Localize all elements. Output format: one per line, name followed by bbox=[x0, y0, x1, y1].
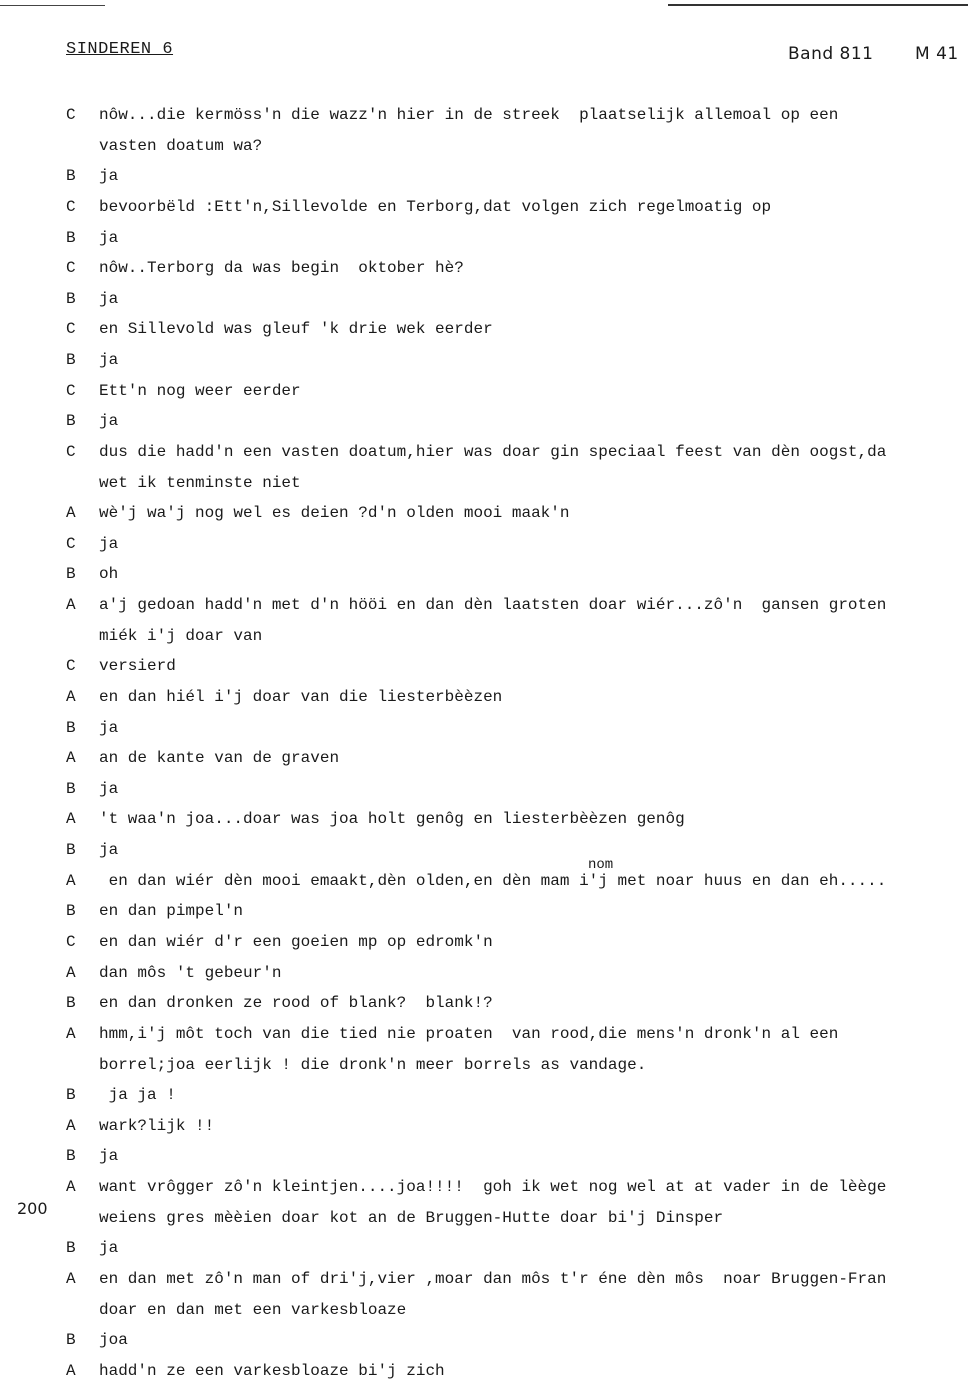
utterance-text: ja bbox=[99, 780, 119, 798]
speaker-label: A bbox=[66, 1270, 76, 1288]
transcript-line bbox=[0, 594, 973, 616]
speaker-label: B bbox=[66, 565, 76, 583]
speaker-label: C bbox=[66, 535, 76, 553]
utterance-text: a'j gedoan hadd'n met d'n hööi en dan dèn laatsten doar wiér...zô'n gansen groten bbox=[99, 596, 887, 614]
transcript-line bbox=[0, 655, 973, 677]
speaker-label: A bbox=[66, 810, 76, 828]
transcript-line bbox=[0, 839, 973, 861]
speaker-label: C bbox=[66, 198, 76, 216]
speaker-label: C bbox=[66, 443, 76, 461]
speaker-label: A bbox=[66, 1117, 76, 1135]
utterance-text: en dan hiél i'j doar van die liesterbèèzen bbox=[99, 688, 503, 706]
transcript-line bbox=[0, 227, 973, 249]
transcript-line bbox=[0, 1299, 973, 1321]
utterance-text: nôw...die kermöss'n die wazz'n hier in de streek plaatselijk allemoal op een bbox=[99, 106, 839, 124]
utterance-text: Ett'n nog weer eerder bbox=[99, 382, 301, 400]
speaker-label: A bbox=[66, 688, 76, 706]
utterance-text: ja bbox=[99, 1147, 119, 1165]
speaker-label: B bbox=[66, 167, 76, 185]
speaker-label: A bbox=[66, 872, 76, 890]
utterance-text: 't waa'n joa...doar was joa holt genôg en liesterbèèzen genôg bbox=[99, 810, 685, 828]
utterance-text: dan môs 't gebeur'n bbox=[99, 964, 282, 982]
transcript-line bbox=[0, 1084, 973, 1106]
utterance-text: ja bbox=[99, 1239, 119, 1257]
utterance-text: versierd bbox=[99, 657, 176, 675]
transcript-line bbox=[0, 135, 973, 157]
utterance-text: en Sillevold was gleuf 'k drie wek eerder bbox=[99, 320, 493, 338]
speaker-label: C bbox=[66, 933, 76, 951]
margin-line-number: 200 bbox=[17, 1199, 48, 1218]
transcript-line bbox=[0, 1329, 973, 1351]
speaker-label: B bbox=[66, 841, 76, 859]
utterance-text: wè'j wa'j nog wel es deien ?d'n olden mooi maak'n bbox=[99, 504, 570, 522]
utterance-text: miék i'j doar van bbox=[99, 627, 263, 645]
speaker-label: A bbox=[66, 596, 76, 614]
utterance-text: want vrôgger zô'n kleintjen....joa!!!! goh ik wet nog wel at at vader in de lèège bbox=[99, 1178, 887, 1196]
utterance-text: en dan dronken ze rood of blank? blank!? bbox=[99, 994, 493, 1012]
speaker-label: C bbox=[66, 657, 76, 675]
utterance-text: joa bbox=[99, 1331, 128, 1349]
transcript-line bbox=[0, 349, 973, 371]
transcript-line bbox=[0, 962, 973, 984]
speaker-label: A bbox=[66, 1362, 76, 1380]
utterance-text: en dan pimpel'n bbox=[99, 902, 244, 920]
speaker-label: B bbox=[66, 780, 76, 798]
band-number: Band 811 bbox=[788, 44, 874, 64]
transcript-line bbox=[0, 196, 973, 218]
utterance-text: en dan met zô'n man of dri'j,vier ,moar dan môs t'r éne dèn môs noar Bruggen-Fran bbox=[99, 1270, 887, 1288]
utterance-text: ja bbox=[99, 719, 119, 737]
transcript-line bbox=[0, 502, 973, 524]
speaker-label: B bbox=[66, 1331, 76, 1349]
utterance-text: weiens gres mèèien doar kot an de Bruggen-Hutte doar bi'j Dinsper bbox=[99, 1209, 724, 1227]
transcript-line bbox=[0, 808, 973, 830]
utterance-text: nôw..Terborg da was begin oktober hè? bbox=[99, 259, 464, 277]
speaker-label: C bbox=[66, 259, 76, 277]
utterance-text: doar en dan met een varkesbloaze bbox=[99, 1301, 407, 1319]
transcript-line bbox=[0, 380, 973, 402]
speaker-label: B bbox=[66, 351, 76, 369]
speaker-label: A bbox=[66, 749, 76, 767]
transcript-line bbox=[0, 717, 973, 739]
speaker-label: A bbox=[66, 504, 76, 522]
transcript-line bbox=[0, 472, 973, 494]
utterance-text: wet ik tenminste niet bbox=[99, 474, 301, 492]
speaker-label: C bbox=[66, 106, 76, 124]
utterance-text: en dan wiér d'r een goeien mp op edromk'n bbox=[99, 933, 493, 951]
utterance-text: ja ja ! bbox=[99, 1086, 176, 1104]
transcript-line bbox=[0, 1268, 973, 1290]
transcript-line bbox=[0, 410, 973, 432]
page-code: M 41 bbox=[915, 44, 959, 64]
utterance-text: wark?lijk !! bbox=[99, 1117, 215, 1135]
transcript-line bbox=[0, 1207, 973, 1229]
utterance-text: hadd'n ze een varkesbloaze bi'j zich bbox=[99, 1362, 445, 1380]
speaker-label: B bbox=[66, 902, 76, 920]
utterance-text: ja bbox=[99, 351, 119, 369]
speaker-label: B bbox=[66, 1239, 76, 1257]
transcript-line bbox=[0, 257, 973, 279]
speaker-label: B bbox=[66, 994, 76, 1012]
speaker-label: B bbox=[66, 229, 76, 247]
utterance-text: ja bbox=[99, 167, 119, 185]
utterance-text: borrel;joa eerlijk ! die dronk'n meer borrels as vandage. bbox=[99, 1056, 647, 1074]
transcript-line bbox=[0, 1023, 973, 1045]
transcript-line bbox=[0, 288, 973, 310]
transcript-line bbox=[0, 318, 973, 340]
utterance-text: oh bbox=[99, 565, 119, 583]
interlinear-correction: nom bbox=[588, 857, 614, 873]
transcript-line bbox=[0, 1115, 973, 1137]
transcript-line bbox=[0, 1360, 973, 1382]
utterance-text: ja bbox=[99, 229, 119, 247]
utterance-text: ja bbox=[99, 841, 119, 859]
utterance-text: ja bbox=[99, 290, 119, 308]
page-title: SINDEREN 6 bbox=[66, 40, 174, 59]
utterance-text: hmm,i'j môt toch van die tied nie proaten van rood,die mens'n dronk'n al een bbox=[99, 1025, 839, 1043]
speaker-label: C bbox=[66, 382, 76, 400]
utterance-text: ja bbox=[99, 412, 119, 430]
speaker-label: A bbox=[66, 964, 76, 982]
transcript-line bbox=[0, 900, 973, 922]
utterance-text: an de kante van de graven bbox=[99, 749, 340, 767]
speaker-label: B bbox=[66, 412, 76, 430]
transcript-line bbox=[0, 625, 973, 647]
transcript-line bbox=[0, 563, 973, 585]
transcript-line bbox=[0, 747, 973, 769]
utterance-text: vasten doatum wa? bbox=[99, 137, 263, 155]
speaker-label: B bbox=[66, 1147, 76, 1165]
utterance-text: ja bbox=[99, 535, 119, 553]
transcript-line bbox=[0, 686, 973, 708]
transcript-line bbox=[0, 533, 973, 555]
speaker-label: A bbox=[66, 1025, 76, 1043]
transcript-line bbox=[0, 870, 973, 892]
speaker-label: A bbox=[66, 1178, 76, 1196]
utterance-text: en dan wiér dèn mooi emaakt,dèn olden,en dèn mam i'j met noar huus en dan eh..... bbox=[99, 872, 887, 890]
speaker-label: B bbox=[66, 719, 76, 737]
speaker-label: B bbox=[66, 1086, 76, 1104]
transcript-line bbox=[0, 165, 973, 187]
transcript-line bbox=[0, 441, 973, 463]
transcript-line bbox=[0, 104, 973, 126]
transcript-line bbox=[0, 1176, 973, 1198]
utterance-text: bevoorbëld :Ett'n,Sillevolde en Terborg,dat volgen zich regelmoatig op bbox=[99, 198, 772, 216]
speaker-label: C bbox=[66, 320, 76, 338]
speaker-label: B bbox=[66, 290, 76, 308]
transcript-line bbox=[0, 1145, 973, 1167]
transcript-line bbox=[0, 778, 973, 800]
transcript-line bbox=[0, 1054, 973, 1076]
transcript-line bbox=[0, 992, 973, 1014]
transcript-line bbox=[0, 931, 973, 953]
transcript-line bbox=[0, 1237, 973, 1259]
utterance-text: dus die hadd'n een vasten doatum,hier was doar gin speciaal feest van dèn oogst,da bbox=[99, 443, 887, 461]
